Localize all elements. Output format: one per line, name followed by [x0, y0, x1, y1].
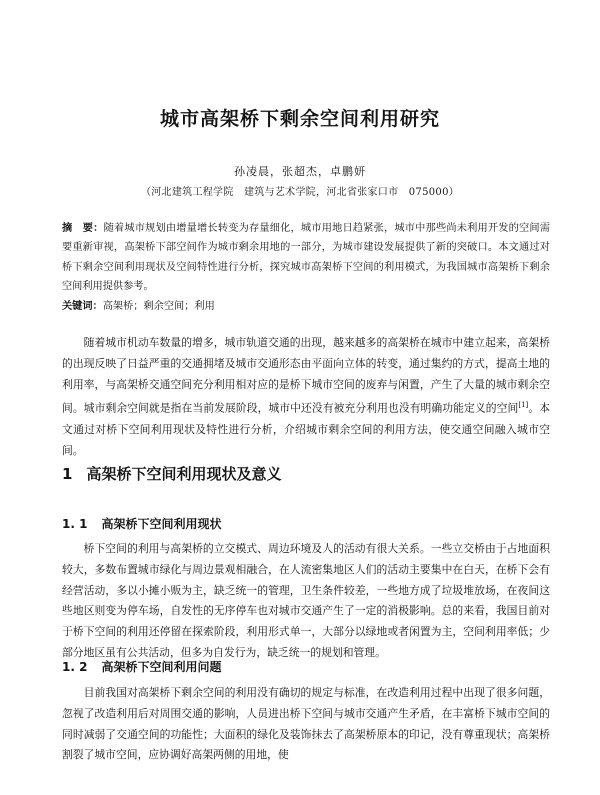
keywords-text: 高架桥；剩余空间；利用: [102, 301, 215, 312]
keywords: [62, 297, 550, 312]
section-title: 高架桥下空间利用现状及意义: [86, 465, 282, 483]
abstract-text: 随着城市规划由增量增长转变为存量细化，城市用地日趋紧张，城市中那些尚未利用开发的空间需要重新审视，高架桥下部空间作为城市剩余用地的一部分，为城市建设发展提供了新的突破口。本文通过对桥下剩余空间利用现状及空间特性进行分析，探究城市高架桥下空间的利用模式，为我国城市高架桥下剩余空间利用提供参考。: [62, 223, 551, 292]
subsection-title: 高架桥下空间利用问题: [101, 660, 222, 674]
section-number: 1: [62, 465, 73, 483]
intro-text-end: 。本文通过对桥下空间利用现状及特性进行分析，介绍城市剩余空间的利用方法，使交通空间融入城市空间。: [62, 401, 550, 457]
keywords-label: 关键词：: [62, 301, 103, 312]
section-heading: [62, 463, 281, 484]
subsection-heading: [62, 515, 221, 532]
subsection-number: 1. 2: [62, 660, 88, 674]
subsection-heading: [62, 658, 221, 675]
body-paragraph: 桥下空间的利用与高架桥的立交模式、周边环境及人的活动有很大关系。一些立交桥由于占地面积较大，多数布置城市绿化与周边景观相融合，在人流密集地区人们的活动主要集中在白天，在桥下会有经营活动，多以小摊小贩为主，缺乏统一的管理，卫生条件较差，一些地方成了垃圾堆放场，在夜间这些地区则变为停车场，自发性的无序停车也对城市交通产生了一定的消极影响。总的来看，我国目前对于桥下空间的利用还停留在探索阶段，利用形式单一，大部分以绿地或者闲置为主，空间利用率低；少部分地区虽有公共活动，但多为自发行为，缺乏统一的规划和管理。: [62, 542, 550, 659]
authors: 孙凌晨，张超杰，卓鹏妍: [234, 165, 366, 178]
abstract: [62, 219, 550, 296]
affiliation: （河北建筑工程学院 建筑与艺术学院，河北省张家口市 075000）: [140, 187, 460, 198]
intro-text: 随着城市机动车数量的增多，城市轨道交通的出现，越来越多的高架桥在城市中建立起来，高架桥的出现反映了日益严重的交通拥堵及城市交通形态由平面向立体的转变，通过集约的方式，提高土地的利用率，与高架桥交通空间充分利用相对应的是桥下城市空间的废弃与闲置，产生了大量的城市剩余空间。城市剩余空间就是指在当前发展阶段，城市中还没有被充分利用也没有明确功能定义的空间: [62, 336, 550, 415]
subsection-title: 高架桥下空间利用现状: [101, 517, 222, 531]
body-paragraph: 目前我国对高架桥下剩余空间的利用没有确切的规定与标准，在改造利用过程中出现了很多问题，忽视了改造利用后对周围交通的影响，人员进出桥下空间与城市交通产生矛盾，在丰富桥下城市空间的同时减弱了交通空间的功能性；大面积的绿化及装饰抹去了高架桥原本的印记，没有尊重现状；高架桥割裂了城市空间，应协调好高架两侧的用地，使: [62, 686, 550, 762]
intro-paragraph: [62, 333, 550, 461]
paper-title: 城市高架桥下剩余空间利用研究: [159, 108, 440, 130]
abstract-label: 摘 要：: [62, 223, 104, 234]
subsection-number: 1. 1: [62, 517, 88, 531]
citation: [1]: [518, 401, 529, 410]
